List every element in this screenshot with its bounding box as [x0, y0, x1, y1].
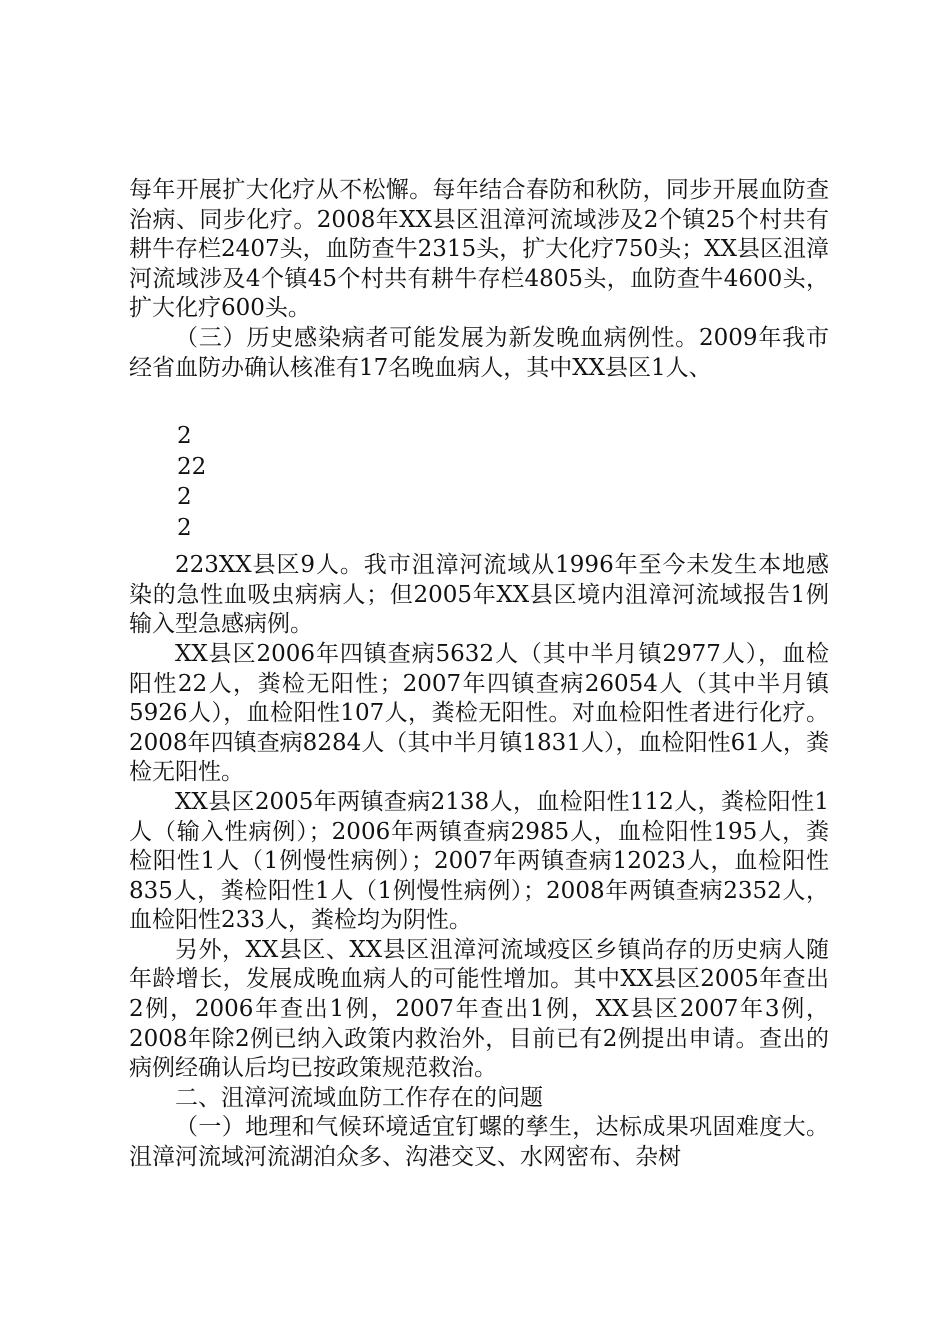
stray-number: 2 — [177, 484, 192, 511]
paragraph-late-stage-risk: 另外，XX县区、XX县区沮漳河流域疫区乡镇尚存的历史病人随年龄增长，发展成晚血病人的可能性增加。其中XX县区2005年查出2例，2006年查出1例，2007年查出1例，XX县区2007年3例，2008年除2例已纳入政策内救治外，目前已有2例提出申请。查出的病例经确认后均已按政策规范救治。 — [129, 936, 829, 1082]
stray-number: 2 — [177, 423, 192, 450]
paragraph-acute-cases: 223XX县区9人。我市沮漳河流域从1996年至今未发生本地感染的急性血吸虫病病人；但2005年XX县区境内沮漳河流域报告1例输入型急感病例。 — [129, 552, 829, 638]
paragraph-cattle-treatment: 每年开展扩大化疗从不松懈。每年结合春防和秋防，同步开展血防查治病、同步化疗。2008年XX县区沮漳河流域涉及2个镇25个村共有耕牛存栏2407头，血防查牛2315头，扩大化疗750头；XX县区沮漳河流域涉及4个镇45个村共有耕牛存栏4805头，血防查牛4600头，扩大化疗600头。 — [129, 177, 829, 322]
paragraph-historical-infection: （三）历史感染病者可能发展为新发晚血病例性。2009年我市经省血防办确认核准有17名晚血病人，其中XX县区1人、 — [129, 324, 829, 381]
section-heading-problems: 二、沮漳河流域血防工作存在的问题 — [175, 1084, 543, 1111]
stray-number: 2 — [177, 514, 192, 541]
paragraph-two-towns-screening: XX县区2005年两镇查病2138人，血检阳性112人，粪检阳性1人（输入性病例）；2006年两镇查病2985人，血检阳性195人，粪检阳性1人（1例慢性病例）；2007年两镇查病12023人，血检阳性835人，粪检阳性1人（1例慢性病例）；2008年两镇查病2352人，血检阳性233人，粪检均为阴性。 — [129, 788, 829, 934]
paragraph-four-towns-screening: XX县区2006年四镇查病5632人（其中半月镇2977人），血检阳性22人，粪检无阳性；2007年四镇查病26054人（其中半月镇5926人），血检阳性107人，粪检无阳性。对血检阳性者进行化疗。2008年四镇查病8284人（其中半月镇1831人），血检阳性61人，粪检无阳性。 — [129, 640, 829, 786]
stray-number-list — [129, 421, 829, 543]
document-body — [129, 176, 829, 1173]
stray-number: 22 — [177, 453, 207, 480]
paragraph-geography-climate: （一）地理和气候环境适宜钉螺的孳生，达标成果巩固难度大。沮漳河流域河流湖泊众多、沟港交叉、水网密布、杂树 — [129, 1114, 829, 1171]
